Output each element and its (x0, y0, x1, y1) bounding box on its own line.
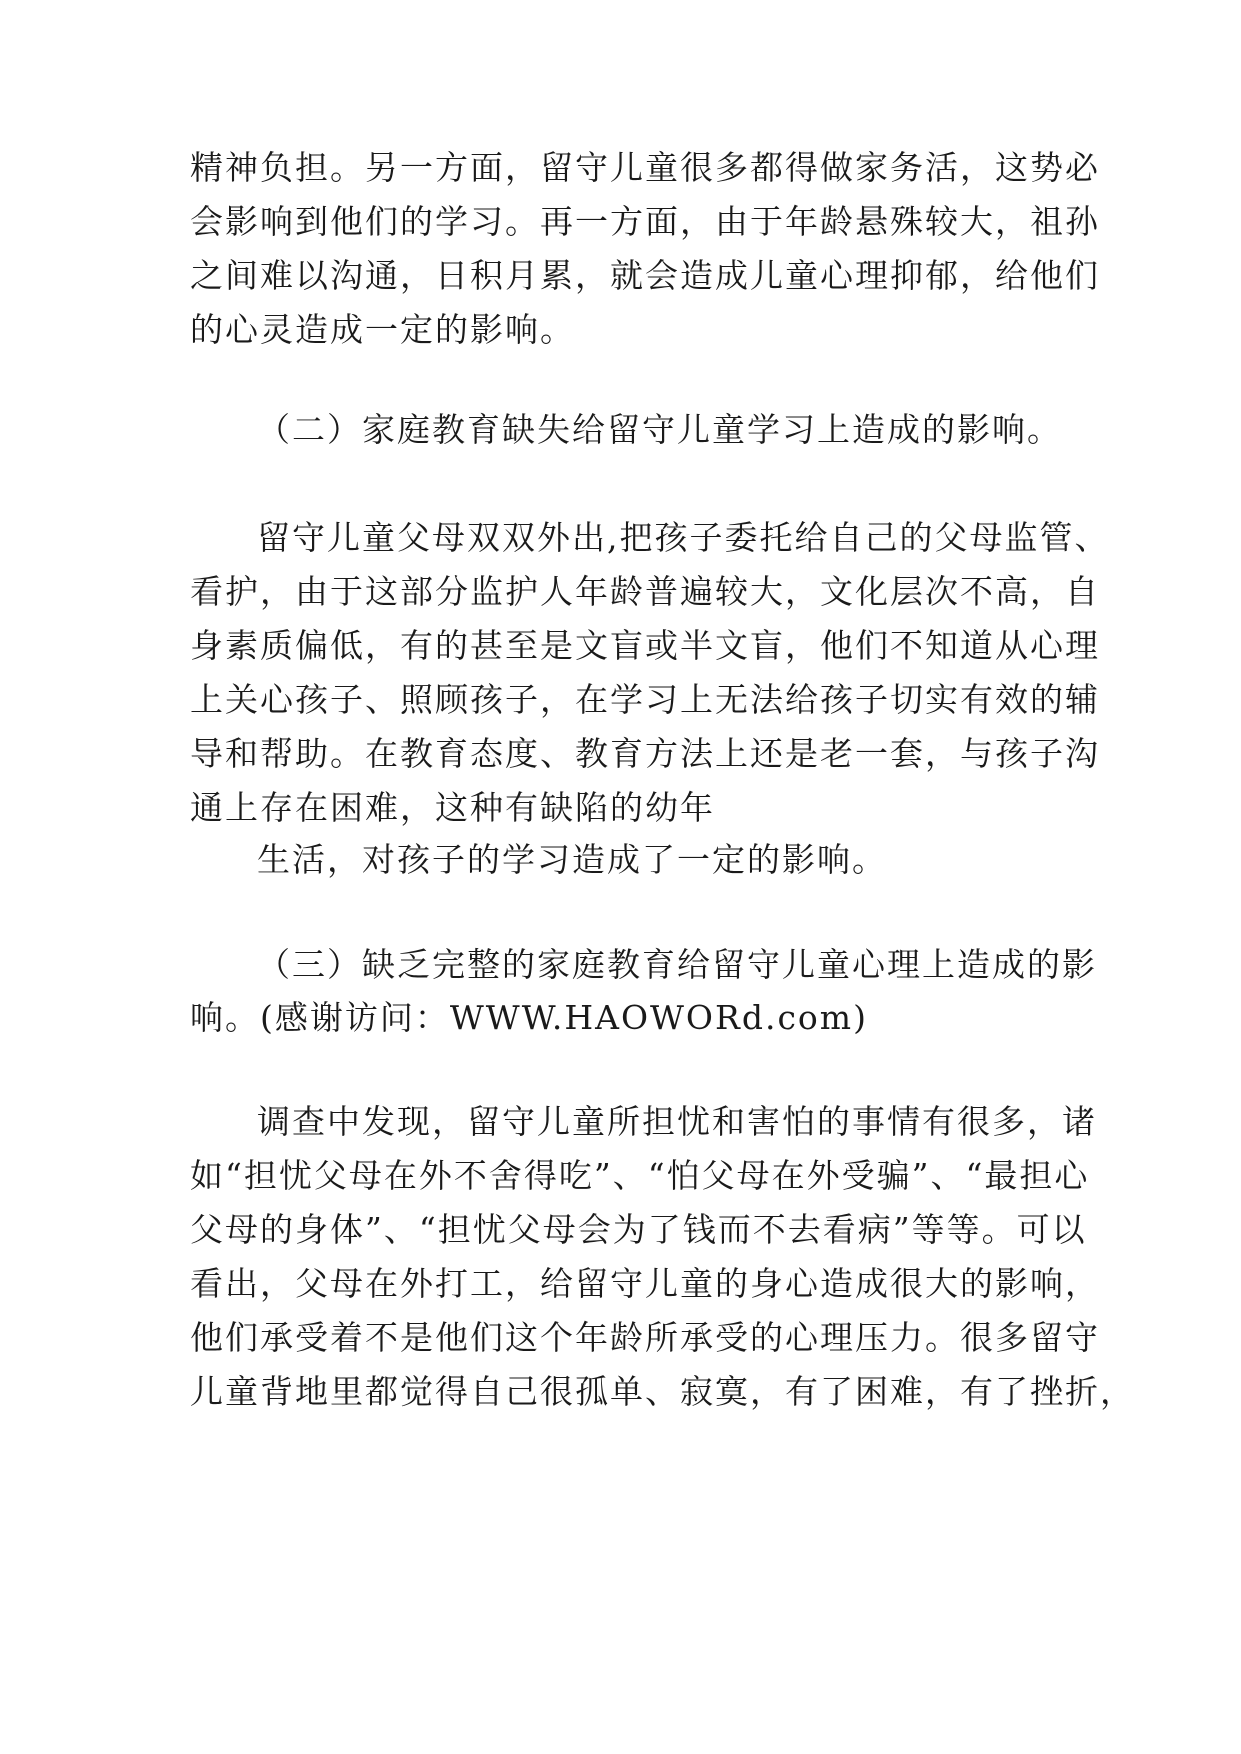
section-heading-3-line-1: （三）缺乏完整的家庭教育给留守儿童心理上造成的影 (257, 945, 1097, 984)
paragraph-1-line-2: 会影响到他们的学习。再一方面，由于年龄悬殊较大，祖孙 (190, 202, 1100, 241)
paragraph-3-line-2: 看护，由于这部分监护人年龄普遍较大，文化层次不高，自 (190, 572, 1100, 611)
paragraph-3-line-6: 通上存在困难，这种有缺陷的幼年 (190, 788, 715, 827)
paragraph-1-line-1: 精神负担。另一方面，留守儿童很多都得做家务活，这势必 (190, 148, 1100, 187)
paragraph-3-line-5: 导和帮助。在教育态度、教育方法上还是老一套，与孩子沟 (190, 734, 1100, 773)
paragraph-3-line-7: 生活，对孩子的学习造成了一定的影响。 (257, 840, 887, 879)
paragraph-3-line-4: 上关心孩子、照顾孩子，在学习上无法给孩子切实有效的辅 (190, 680, 1100, 719)
paragraph-5-line-5: 他们承受着不是他们这个年龄所承受的心理压力。很多留守 (190, 1318, 1100, 1357)
paragraph-5-line-6: 儿童背地里都觉得自己很孤单、寂寞，有了困难，有了挫折， (190, 1372, 1135, 1411)
paragraph-3-line-3: 身素质偏低，有的甚至是文盲或半文盲，他们不知道从心理 (190, 626, 1100, 665)
paragraph-5-line-4: 看出，父母在外打工，给留守儿童的身心造成很大的影响， (190, 1264, 1100, 1303)
paragraph-5-line-1: 调查中发现，留守儿童所担忧和害怕的事情有很多，诸 (257, 1102, 1097, 1141)
paragraph-3-line-1: 留守儿童父母双双外出,把孩子委托给自己的父母监管、 (257, 518, 1110, 557)
section-heading-2: （二）家庭教育缺失给留守儿童学习上造成的影响。 (257, 410, 1062, 449)
paragraph-5-line-3: 父母的身体”、“担忧父母会为了钱而不去看病”等等。可以 (190, 1210, 1087, 1249)
paragraph-1-line-4: 的心灵造成一定的影响。 (190, 310, 575, 349)
paragraph-5-line-2: 如“担忧父母在外不舍得吃”、“怕父母在外受骗”、“最担心 (190, 1156, 1090, 1195)
paragraph-1-line-3: 之间难以沟通，日积月累，就会造成儿童心理抑郁，给他们 (190, 256, 1100, 295)
section-heading-3-line-2: 响。(感谢访问：WWW.HAOWORd.com) (190, 998, 868, 1037)
